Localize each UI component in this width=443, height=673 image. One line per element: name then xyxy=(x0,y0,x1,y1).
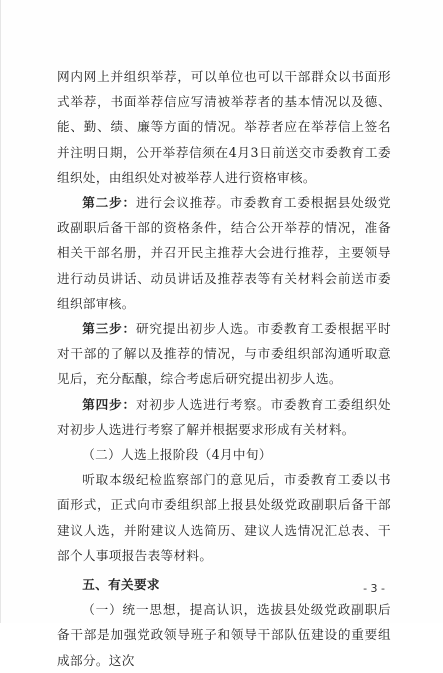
document-body xyxy=(57,64,391,673)
paragraph-text: 听取本级纪检监察部门的意见后，市委教育工委以书面形式，正式向市委组织部上报县处级党政副职后备干部建议人选，并附建议人选简历、建议人选情况汇总表、干部个人事项报告表等材料。 xyxy=(57,472,391,563)
paragraph xyxy=(57,597,391,673)
step-label: 第三步： xyxy=(82,321,136,337)
paragraph xyxy=(57,392,391,442)
paragraph-text: （一）统一思想，提高认识，选拔县处级党政副职后备干部是加强党政领导班子和领导干部队伍建设的重要组成部分。这次 xyxy=(57,602,391,668)
paragraph xyxy=(57,64,391,190)
paragraph-text: 进行会议推荐。市委教育工委根据县处级党政副职后备干部的资格条件，结合公开举荐的情况，准备相关干部名册，并召开民主推荐大会进行推荐，主要领导进行动员讲话、动员讲话及推荐表等有关材料会前送市委组织部审核。 xyxy=(57,195,391,311)
paragraph-text: （二）人选上报阶段（4月中旬） xyxy=(82,447,272,463)
step-label: 第四步： xyxy=(82,396,136,412)
paragraph xyxy=(57,316,391,392)
paragraph-text: 网内网上并组织举荐，可以单位也可以干部群众以书面形式举荐，书面举荐信应写清被举荐者的基本情况以及德、能、勤、绩、廉等方面的情况。举荐者应在举荐信上签名并注明日期，公开举荐信须在4月3日前送交市委教育工委组织处，由组织处对被举荐人进行资格审核。 xyxy=(57,69,391,185)
paragraph-text: 对初步人选进行考察。市委教育工委组织处对初步人选进行考察了解并根据要求形成有关材料。 xyxy=(57,396,391,437)
page-number: - 3 - xyxy=(363,582,385,595)
step-label: 第二步： xyxy=(82,195,136,211)
paragraph-text: 研究提出初步人选。市委教育工委根据平时对干部的了解以及推荐的情况，与市委组织部沟通听取意见后，充分酝酿，综合考虑后研究提出初步人选。 xyxy=(57,321,391,387)
paragraph xyxy=(57,467,391,568)
section-heading xyxy=(57,572,391,597)
step-label: 五、有关要求 xyxy=(82,577,160,593)
paragraph xyxy=(57,190,391,316)
paragraph xyxy=(57,442,391,467)
